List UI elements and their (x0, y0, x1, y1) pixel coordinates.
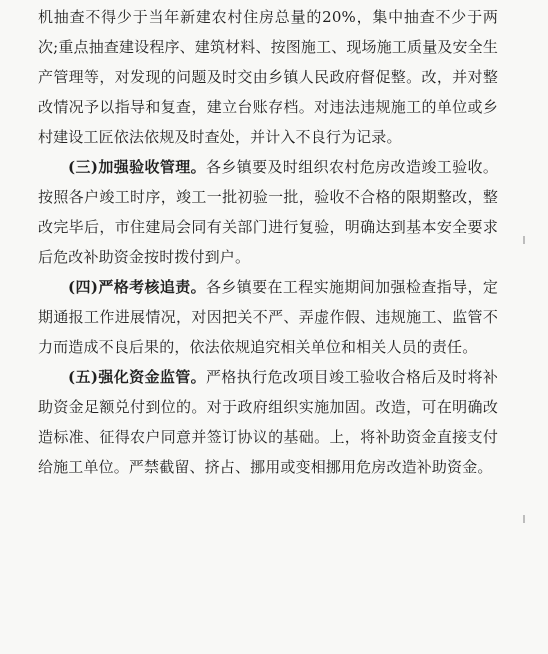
paragraph-funds-text: 严格执行危改项目竣工验收合格后及时将补助资金足额兑付到位的。对于政府组织实施加固。改造，可在明确改造标准、征得农户同意并签订协议的基础。上，将补助资金直接支付给施工单位。严禁截留、挤占、挪用或变相挪用危房改造补助资金。 (38, 368, 498, 476)
paragraph-funds (38, 362, 498, 482)
heading-funds: (五)强化资金监管。 (68, 368, 206, 386)
scan-speck (523, 515, 525, 523)
paragraph-accountability (38, 272, 498, 362)
document-body (38, 2, 498, 482)
paragraph-inspection (38, 2, 498, 152)
paragraph-inspection-text: 机抽查不得少于当年新建农村住房总量的20%，集中抽查不少于两次;重点抽查建设程序、建筑材料、按图施工、现场施工质量及安全生产管理等，对发现的问题及时交由乡镇人民政府督促整。改，并对整改情况予以指导和复查，建立台账存档。对违法违规施工的单位或乡村建设工匠依法依规及时查处，并计入不良行为记录。 (38, 8, 498, 146)
paragraph-acceptance (38, 152, 498, 272)
paragraph-accountability-text: 各乡镇要在工程实施期间加强检查指导，定期通报工作进展情况，对因把关不严、弄虚作假、违规施工、监管不力而造成不良后果的，依法依规追究相关单位和相关人员的责任。 (38, 278, 498, 356)
heading-accountability: (四)严格考核追责。 (68, 278, 206, 296)
heading-acceptance: (三)加强验收管理。 (68, 158, 206, 176)
paragraph-acceptance-text: 各乡镇要及时组织农村危房改造竣工验收。按照各户竣工时序，竣工一批初验一批，验收不合格的限期整改，整改完毕后，市住建局会同有关部门进行复验，明确达到基本安全要求后危改补助资金按时拨付到户。 (38, 158, 498, 266)
scan-speck (523, 236, 525, 244)
